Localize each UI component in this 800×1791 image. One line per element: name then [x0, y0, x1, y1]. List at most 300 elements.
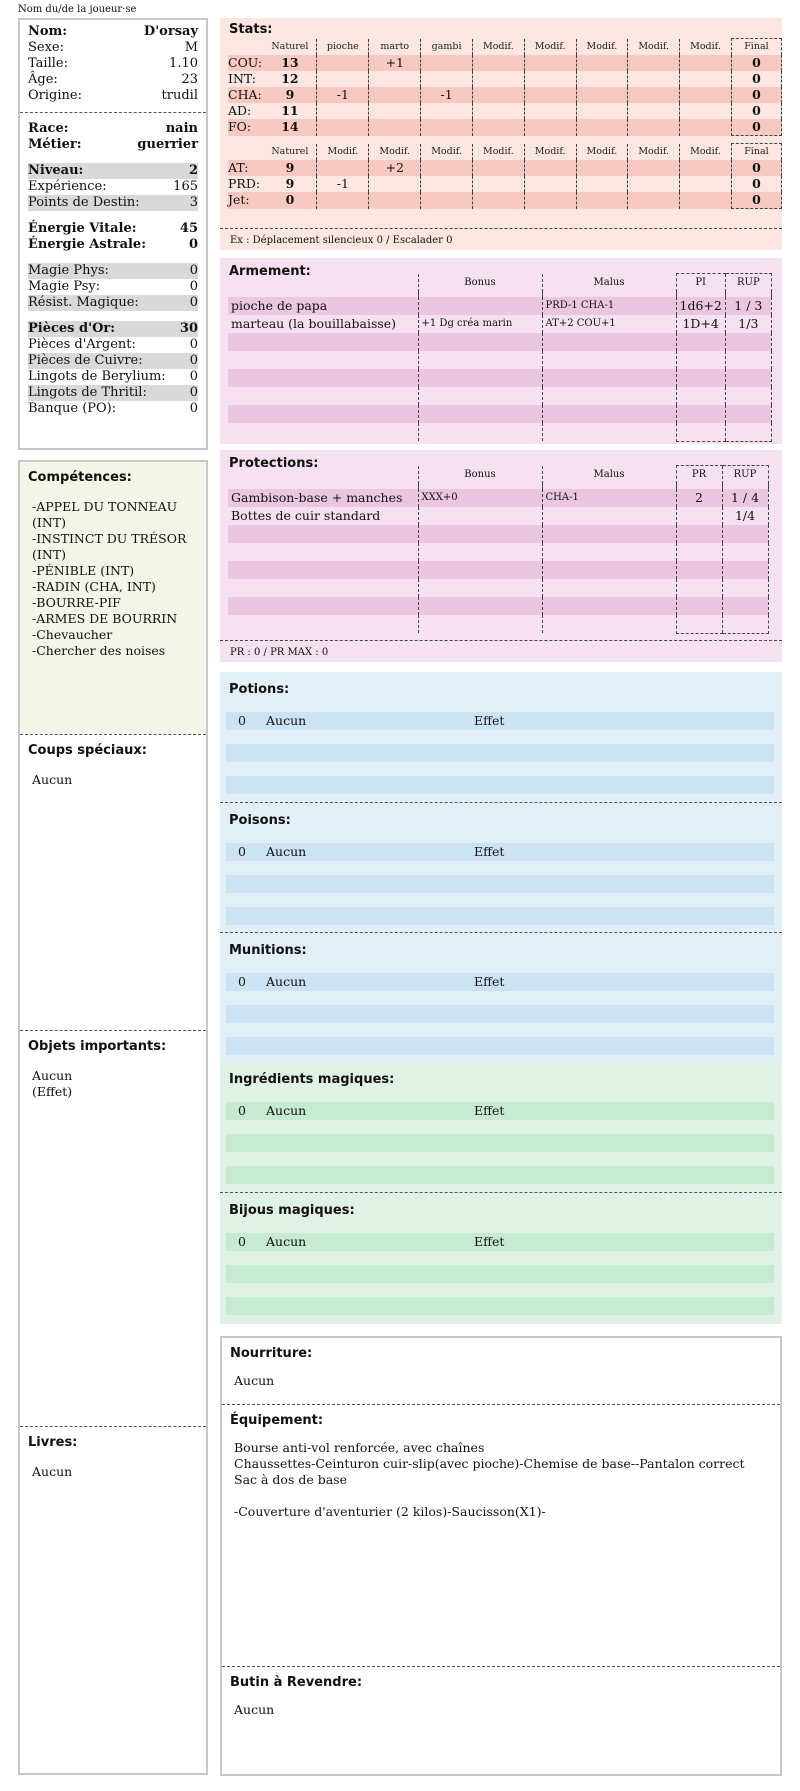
armement-cell[interactable] [542, 369, 676, 387]
destin-value[interactable]: 3 [189, 195, 198, 210]
protections-cell[interactable] [676, 597, 722, 615]
armement-cell[interactable] [228, 369, 418, 387]
stats-row [228, 192, 782, 209]
protections-cell[interactable] [418, 543, 542, 561]
stat-cell[interactable]: 11 [281, 103, 299, 118]
protections-cell[interactable] [228, 543, 418, 561]
divider [20, 112, 206, 113]
bijoux-section [220, 1192, 782, 1322]
protections-col-header: RUP [722, 466, 768, 485]
armement-cell[interactable] [418, 297, 542, 315]
stat-cell[interactable] [628, 87, 680, 103]
stat-cell[interactable] [524, 71, 576, 87]
nom-value[interactable]: D'orsay [143, 24, 198, 39]
bijoux-row[interactable] [226, 1297, 774, 1315]
stats-col-header: gambi [421, 39, 473, 56]
item-qty: 0 [238, 1234, 246, 1249]
potions-row[interactable] [226, 744, 774, 762]
stat-cell[interactable] [524, 103, 576, 119]
poisons-row[interactable] [226, 907, 774, 925]
competence-item: -ARMES DE BOURRIN [32, 611, 178, 626]
armement-cell[interactable] [542, 405, 676, 423]
stat-cell[interactable] [369, 119, 421, 136]
munitions-row[interactable] [226, 973, 774, 991]
magie-psy-value[interactable]: 0 [189, 279, 198, 294]
race-row: Race: nain [28, 121, 198, 136]
banque-row: Banque (PO): 0 [28, 401, 198, 416]
pc-value[interactable]: 0 [189, 353, 198, 368]
stats-table [228, 38, 782, 209]
armement-cell[interactable] [676, 351, 725, 369]
stat-cell[interactable] [472, 160, 524, 176]
protections-row[interactable] [228, 615, 768, 633]
stat-cell[interactable] [369, 176, 421, 192]
stat-cell[interactable] [421, 119, 473, 136]
protections-title: Protections: [229, 456, 319, 471]
stat-cell[interactable]: 0 [731, 176, 781, 192]
armement-row[interactable] [228, 387, 771, 405]
objets-text[interactable] [28, 1068, 198, 1100]
protections-row[interactable] [228, 543, 768, 561]
stat-cell[interactable] [680, 176, 732, 192]
coups-text[interactable]: Aucun [32, 772, 73, 787]
stat-label: PRD: [228, 176, 261, 191]
armement-cell[interactable] [676, 405, 725, 423]
stat-cell[interactable] [472, 55, 524, 71]
stat-label: AT: [228, 160, 264, 176]
stat-cell[interactable]: +1 [369, 55, 421, 71]
stat-cell[interactable] [524, 119, 576, 136]
stat-cell[interactable] [576, 55, 628, 71]
armement-cell[interactable]: AT+2 COU+1 [542, 315, 676, 333]
berylium-value[interactable]: 0 [189, 369, 198, 384]
protections-cell[interactable] [228, 579, 418, 597]
stat-cell[interactable] [421, 192, 473, 209]
armement-cell[interactable] [676, 387, 725, 405]
competences-list[interactable] [28, 499, 198, 659]
stat-cell[interactable] [628, 103, 680, 119]
protections-cell[interactable] [722, 561, 768, 579]
ev-value[interactable]: 45 [179, 221, 198, 236]
armement-cell[interactable] [228, 405, 418, 423]
armement-header-row [228, 274, 771, 293]
item-effect: Effet [474, 1103, 505, 1118]
stats-col-header: Modif. [472, 144, 524, 161]
protections-row[interactable] [228, 489, 768, 507]
stat-cell[interactable] [317, 119, 369, 136]
metier-value[interactable]: guerrier [137, 137, 198, 152]
protections-cell[interactable]: Bottes de cuir standard [231, 508, 381, 523]
ea-row: Énergie Astrale: 0 [28, 237, 198, 252]
stat-cell[interactable] [421, 55, 473, 71]
stat-cell[interactable]: +2 [369, 160, 421, 176]
competence-item: -Chevaucher [32, 627, 113, 642]
stats-col-header: Modif. [628, 144, 680, 161]
competence-item: -INSTINCT DU TRÉSOR [32, 531, 187, 546]
stat-cell[interactable] [576, 71, 628, 87]
magie-psy-row: Magie Psy: 0 [28, 279, 198, 294]
protections-cell[interactable] [542, 615, 676, 633]
armement-cell[interactable] [676, 423, 725, 441]
armement-row[interactable] [228, 405, 771, 423]
protections-cell[interactable] [676, 561, 722, 579]
armement-cell[interactable] [228, 387, 418, 405]
armement-cell[interactable] [676, 333, 725, 351]
munitions-row[interactable] [226, 1037, 774, 1055]
stat-cell[interactable]: -1 [317, 87, 369, 103]
armement-cell[interactable] [725, 405, 771, 423]
armement-cell[interactable] [228, 333, 418, 351]
armement-cell[interactable]: PRD-1 CHA-1 [542, 297, 676, 315]
item-name: Aucun [266, 1234, 307, 1249]
competence-item: -RADIN (CHA, INT) [32, 579, 156, 594]
item-name: Aucun [266, 713, 307, 728]
stats-row [228, 176, 782, 192]
armement-row[interactable] [228, 351, 771, 369]
ingredients-row[interactable] [226, 1166, 774, 1184]
stat-cell[interactable] [317, 71, 369, 87]
stat-cell[interactable]: 14 [264, 119, 317, 136]
thritil-value[interactable]: 0 [189, 385, 198, 400]
armement-row[interactable] [228, 369, 771, 387]
banque-value[interactable]: 0 [189, 401, 198, 416]
poisons-title: Poisons: [229, 813, 291, 828]
nourriture-text[interactable]: Aucun [234, 1373, 275, 1388]
stat-cell[interactable] [421, 103, 473, 119]
protections-cell[interactable]: CHA-1 [542, 489, 676, 507]
competence-item: (INT) [32, 515, 66, 530]
stats-col-header: Modif. [628, 39, 680, 56]
stats-row [228, 119, 782, 136]
protections-footer[interactable]: PR : 0 / PR MAX : 0 [220, 640, 782, 664]
taille-value[interactable]: 1.10 [169, 56, 198, 71]
stat-cell[interactable]: 0 [731, 119, 781, 136]
stat-label: COU: [228, 55, 263, 70]
protections-row[interactable] [228, 579, 768, 597]
protections-cell[interactable] [228, 615, 418, 633]
stat-cell[interactable]: 0 [731, 192, 781, 209]
resist-value[interactable]: 0 [189, 295, 198, 310]
stats-spacer [228, 136, 782, 144]
protections-cell[interactable] [722, 579, 768, 597]
misc-panel [220, 1336, 782, 1776]
protections-row[interactable] [228, 561, 768, 579]
armement-cell[interactable] [228, 423, 418, 441]
butin-title: Butin à Revendre: [230, 1675, 363, 1690]
potions-row[interactable] [226, 712, 774, 730]
stat-cell[interactable] [628, 119, 680, 136]
stat-label: INT: [228, 71, 256, 86]
armement-cell[interactable] [542, 387, 676, 405]
stat-cell[interactable] [472, 103, 524, 119]
stat-cell[interactable]: -1 [421, 87, 473, 103]
armement-cell[interactable]: +1 Dg créa marin [418, 315, 542, 333]
stat-cell[interactable]: 0 [731, 160, 781, 176]
armement-cell[interactable]: 1 / 3 [725, 297, 771, 315]
protections-cell[interactable] [418, 579, 542, 597]
item-name: Aucun [266, 974, 307, 989]
protections-cell[interactable] [418, 561, 542, 579]
stat-cell[interactable] [317, 192, 369, 209]
armement-cell[interactable] [725, 387, 771, 405]
item-name: Aucun [266, 1103, 307, 1118]
protections-cell[interactable]: 2 [676, 489, 722, 507]
niveau-row: Niveau: 2 [28, 163, 198, 178]
protections-cell[interactable] [722, 525, 768, 543]
stat-cell[interactable] [369, 192, 421, 209]
item-name: Aucun [266, 844, 307, 859]
protections-cell[interactable] [722, 543, 768, 561]
stat-cell[interactable] [421, 160, 473, 176]
stat-cell[interactable]: 9 [264, 160, 317, 176]
protections-cell[interactable] [542, 597, 676, 615]
item-effect: Effet [474, 844, 505, 859]
armement-cell[interactable] [418, 405, 542, 423]
stats-col-header: Modif. [369, 144, 421, 161]
armement-cell[interactable]: pioche de papa [228, 297, 418, 315]
protections-col-header: Bonus [418, 466, 542, 485]
stat-cell[interactable] [524, 87, 576, 103]
stat-cell[interactable] [421, 71, 473, 87]
stat-cell[interactable] [524, 55, 576, 71]
bijoux-row[interactable] [226, 1233, 774, 1251]
protections-cell[interactable]: 1/4 [722, 507, 768, 525]
armement-cell[interactable] [725, 423, 771, 441]
stat-cell[interactable]: 0 [264, 192, 317, 209]
equipement-line: Sac à dos de base [234, 1472, 347, 1487]
protections-cell[interactable] [418, 615, 542, 633]
stat-cell[interactable] [472, 176, 524, 192]
stat-cell[interactable] [680, 119, 732, 136]
protections-row[interactable] [228, 507, 768, 525]
protections-col-header [228, 466, 418, 485]
armement-panel [220, 258, 782, 444]
stat-cell[interactable]: 0 [731, 55, 781, 71]
stat-cell[interactable] [680, 192, 732, 209]
stat-cell[interactable] [576, 176, 628, 192]
protections-cell[interactable] [228, 525, 418, 543]
bijoux-row[interactable] [226, 1265, 774, 1283]
armement-cell[interactable] [418, 351, 542, 369]
armement-cell[interactable] [542, 333, 676, 351]
stat-cell[interactable] [680, 103, 732, 119]
stats-col-header: Modif. [421, 144, 473, 161]
armement-cell[interactable]: 1/3 [725, 315, 771, 333]
stat-cell[interactable] [472, 87, 524, 103]
bijoux-title: Bijous magiques: [229, 1203, 355, 1218]
ingredients-row[interactable] [226, 1102, 774, 1120]
livres-text[interactable]: Aucun [32, 1464, 73, 1479]
protections-cell[interactable] [676, 525, 722, 543]
experience-row: Expérience: 165 [28, 179, 198, 194]
armement-row[interactable] [228, 315, 771, 333]
stat-cell[interactable] [680, 160, 732, 176]
protections-cell[interactable]: XXX+0 [418, 489, 542, 507]
po-value[interactable]: 30 [179, 321, 198, 336]
competence-item: (INT) [32, 547, 66, 562]
ingredients-row[interactable] [226, 1134, 774, 1152]
stat-cell[interactable] [472, 119, 524, 136]
stat-cell[interactable] [472, 192, 524, 209]
armement-row[interactable] [228, 333, 771, 351]
stats-row [228, 87, 782, 103]
butin-text[interactable]: Aucun [234, 1702, 275, 1717]
stats-col-header: Modif. [524, 39, 576, 56]
niveau-value[interactable]: 2 [188, 163, 198, 178]
armement-row[interactable] [228, 297, 771, 315]
protections-cell[interactable] [676, 507, 722, 525]
protections-cell[interactable] [676, 543, 722, 561]
identity-panel [18, 18, 208, 450]
stat-cell[interactable] [628, 160, 680, 176]
stat-cell[interactable]: 9 [264, 87, 317, 103]
armement-cell[interactable] [418, 387, 542, 405]
age-row: Âge: 23 [28, 72, 198, 87]
protections-cell[interactable] [542, 561, 676, 579]
protections-cell[interactable] [722, 597, 768, 615]
stat-cell[interactable] [680, 87, 732, 103]
munitions-row[interactable] [226, 1005, 774, 1023]
equipement-text[interactable] [230, 1440, 772, 1520]
stat-cell[interactable]: -1 [317, 176, 369, 192]
item-qty: 0 [238, 713, 246, 728]
experience-value[interactable]: 165 [173, 179, 198, 194]
magie-phys-value[interactable]: 0 [189, 263, 198, 278]
stat-cell[interactable] [628, 71, 680, 87]
protections-cell[interactable] [418, 597, 542, 615]
ea-value[interactable]: 0 [188, 237, 198, 252]
competence-item: -APPEL DU TONNEAU [32, 499, 178, 514]
pa-value[interactable]: 0 [189, 337, 198, 352]
stat-cell[interactable] [524, 176, 576, 192]
stat-cell[interactable] [317, 160, 369, 176]
sexe-value[interactable]: M [184, 40, 198, 55]
resist-row: Résist. Magique: 0 [28, 295, 198, 310]
item-effect: Effet [474, 1234, 505, 1249]
protections-cell[interactable] [676, 615, 722, 633]
armement-col-header: RUP [725, 274, 771, 293]
armement-cell[interactable] [542, 423, 676, 441]
player-name-label: Nom du/de la joueur·se [18, 4, 137, 15]
potions-section [220, 672, 782, 802]
stat-cell[interactable] [369, 87, 421, 103]
potions-title: Potions: [229, 682, 290, 697]
stat-cell[interactable] [317, 103, 369, 119]
poisons-row[interactable] [226, 843, 774, 861]
race-value[interactable]: nain [165, 121, 198, 136]
stat-cell[interactable]: 9 [285, 176, 295, 191]
coups-section [20, 734, 206, 1030]
stats-col-header: Modif. [680, 144, 732, 161]
stat-cell[interactable] [628, 192, 680, 209]
stat-cell[interactable]: 12 [281, 71, 299, 86]
protections-row[interactable] [228, 525, 768, 543]
stat-cell[interactable] [421, 176, 473, 192]
protections-cell[interactable] [228, 597, 418, 615]
stat-cell[interactable] [576, 192, 628, 209]
ingredients-title: Ingrédients magiques: [229, 1072, 395, 1087]
protections-cell[interactable] [542, 579, 676, 597]
armement-row[interactable] [228, 423, 771, 441]
competence-item: -PÉNIBLE (INT) [32, 563, 135, 578]
armement-cell[interactable]: 1d6+2 [676, 297, 725, 315]
competences-section [20, 462, 206, 734]
armement-cell[interactable] [542, 351, 676, 369]
protections-cell[interactable] [418, 525, 542, 543]
stats-col-header: Naturel [271, 40, 309, 52]
protections-cell[interactable] [542, 525, 676, 543]
stats-footer[interactable]: Ex : Déplacement silencieux 0 / Escalader 0 [220, 228, 782, 252]
stat-cell[interactable] [628, 176, 680, 192]
protections-cell[interactable] [722, 615, 768, 633]
stat-cell[interactable] [317, 55, 369, 71]
protections-cell[interactable] [418, 507, 542, 525]
protections-cell[interactable] [542, 507, 676, 525]
protections-col-header: Malus [542, 466, 676, 485]
armement-cell[interactable] [725, 333, 771, 351]
protections-cell[interactable] [542, 543, 676, 561]
item-qty: 0 [238, 844, 246, 859]
origine-value[interactable]: trudil [161, 88, 198, 103]
stat-cell[interactable] [576, 103, 628, 119]
protections-cell[interactable]: 1 / 4 [722, 489, 768, 507]
stat-cell[interactable] [680, 55, 732, 71]
protections-cell[interactable]: Gambison-base + manches [228, 489, 418, 507]
stat-cell[interactable] [524, 192, 576, 209]
ev-row: Énergie Vitale: 45 [28, 221, 198, 236]
butin-section [222, 1666, 780, 1776]
stat-cell[interactable] [576, 160, 628, 176]
stat-cell[interactable]: 0 [731, 103, 781, 119]
armement-cell[interactable] [418, 369, 542, 387]
stats-col-header: Final [731, 144, 781, 161]
stat-cell[interactable]: 0 [731, 71, 781, 87]
magic-items-panel [220, 1062, 782, 1324]
potions-row[interactable] [226, 776, 774, 794]
protections-row[interactable] [228, 597, 768, 615]
nourriture-title: Nourriture: [230, 1346, 313, 1361]
armement-cell[interactable] [228, 351, 418, 369]
protections-cell[interactable] [676, 579, 722, 597]
stat-cell[interactable] [524, 160, 576, 176]
armement-cell[interactable] [418, 333, 542, 351]
age-value[interactable]: 23 [181, 72, 198, 87]
armement-cell[interactable] [725, 351, 771, 369]
poisons-row[interactable] [226, 875, 774, 893]
armement-cell[interactable]: marteau (la bouillabaisse) [231, 316, 397, 331]
stat-cell[interactable] [576, 87, 628, 103]
armement-cell[interactable] [418, 423, 542, 441]
stats-col-header: Modif. [472, 39, 524, 56]
stat-cell[interactable] [369, 71, 421, 87]
stat-label: CHA: [228, 87, 262, 102]
stat-cell[interactable] [576, 119, 628, 136]
stat-cell[interactable] [472, 71, 524, 87]
stat-cell[interactable]: 0 [731, 87, 781, 103]
berylium-row: Lingots de Berylium: 0 [28, 369, 198, 384]
stats-corner [228, 39, 264, 56]
armement-cell[interactable] [725, 369, 771, 387]
stat-cell[interactable]: 13 [264, 55, 317, 71]
armement-cell[interactable]: 1D+4 [676, 315, 725, 333]
armement-cell[interactable] [676, 369, 725, 387]
armement-col-header: PI [676, 274, 725, 293]
stat-cell[interactable] [680, 71, 732, 87]
stats-row [228, 160, 782, 176]
stat-cell[interactable] [369, 103, 421, 119]
stat-cell[interactable] [628, 55, 680, 71]
protections-cell[interactable] [228, 561, 418, 579]
